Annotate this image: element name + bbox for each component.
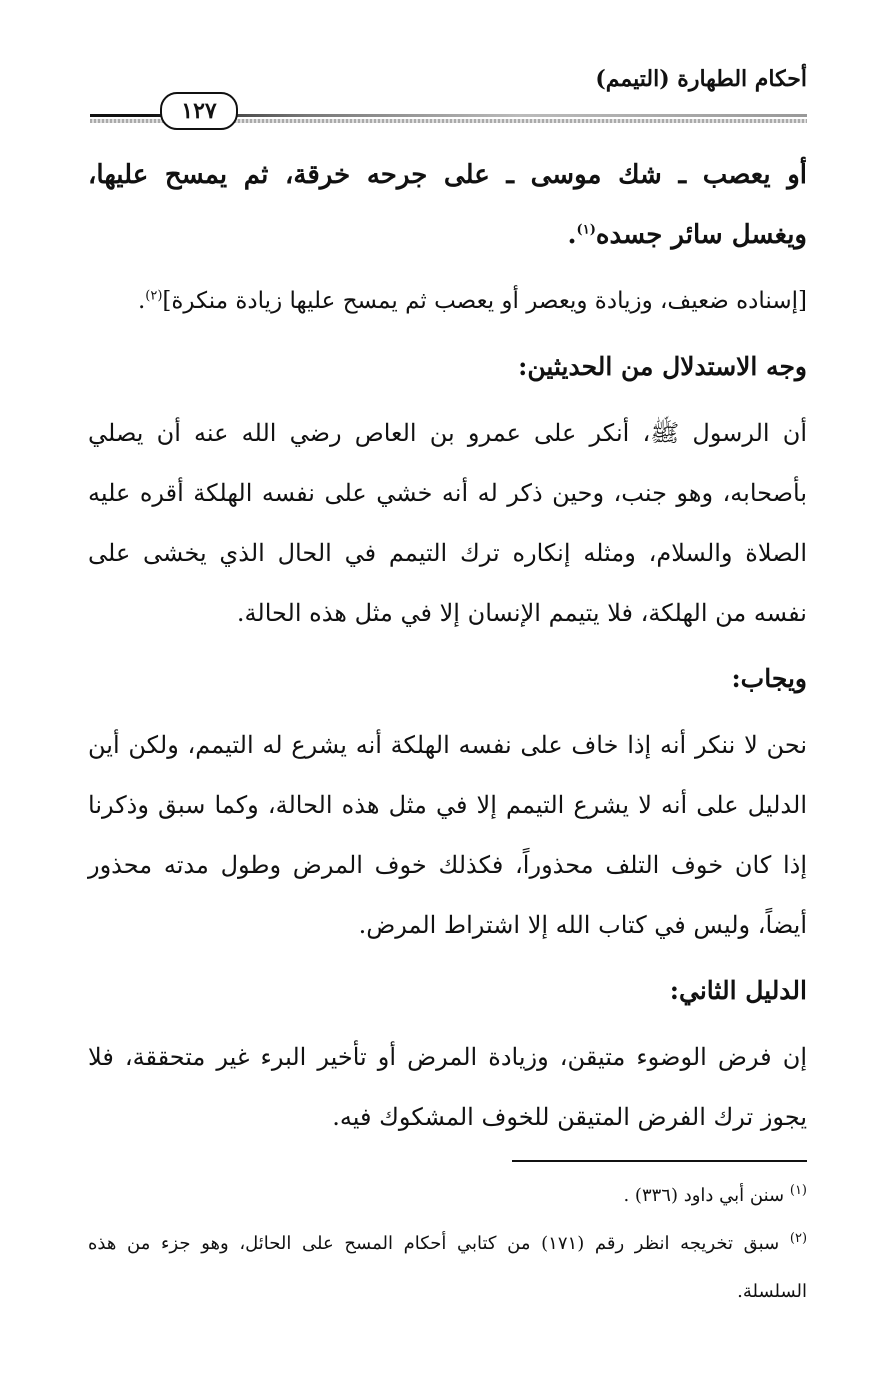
footnote-1 bbox=[88, 1172, 807, 1220]
footnote-ref-1[interactable]: (١) bbox=[576, 222, 596, 238]
hadith-paragraph: أو يعصب ـ شك موسى ـ على جرحه خرقة، ثم يمسح عليها، ويغسل سائر جسده$^{(١)}$. bbox=[88, 160, 807, 250]
grade-text: [إسناده ضعيف، وزيادة ويعصر أو يعصب ثم يمسح عليها زيادة منكرة] bbox=[162, 288, 807, 314]
hadith-text: أو يعصب ـ شك موسى ـ على جرحه خرقة، ثم يمسح عليها، ويغسل سائر جسده bbox=[88, 160, 807, 250]
paragraph-evidence: أن الرسول ﷺ، أنكر على عمرو بن العاص رضي الله عنه أن يصلي بأصحابه، وهو جنب، وحين ذكر له أنه خشي على نفسه الهلكة أقره عليه الصلاة والسلام، ومثله إنكاره ترك التيمم في الحال الذي يخشى على نفسه من الهلكة، فلا يتيمم الإنسان إلا في مثل هذه الحالة. bbox=[88, 419, 807, 627]
paragraph-second-proof: إن فرض الوضوء متيقن، وزيادة المرض أو تأخير البرء غير متحققة، فلا يجوز ترك الفرض المتيقن للخوف المشكوك فيه. bbox=[88, 1043, 807, 1131]
footnote-text-2: سبق تخريجه انظر رقم (١٧١) من كتابي أحكام المسح على الحائل، وهو جزء من هذه السلسلة. bbox=[88, 1233, 807, 1302]
section-heading-second-proof: الدليل الثاني: bbox=[669, 976, 807, 1005]
footnote-text-1: سنن أبي داود (٣٣٦) . bbox=[623, 1185, 785, 1206]
page-number: ١٢٧ bbox=[160, 92, 238, 130]
running-header-title: أحكام الطهارة (التيمم) bbox=[595, 66, 807, 92]
section-heading-response: ويجاب: bbox=[731, 664, 807, 693]
footnote-separator bbox=[512, 1160, 807, 1162]
footnote-marker-1: (١) bbox=[789, 1183, 807, 1198]
section-heading-evidence: وجه الاستدلال من الحديثين: bbox=[518, 352, 807, 381]
grade-paragraph: [إسناده ضعيف، وزيادة ويعصر أو يعصب ثم يمسح عليها زيادة منكرة]$^{(٢)}$. bbox=[137, 288, 807, 314]
footnotes bbox=[88, 1172, 807, 1316]
footnote-ref-2[interactable]: (٢) bbox=[145, 288, 163, 304]
paragraph-response: نحن لا ننكر أنه إذا خاف على نفسه الهلكة أنه يشرع له التيمم، ولكن أين الدليل على أنه لا يشرع التيمم إلا في مثل هذه الحالة، وكما سبق وذكرنا إذا كان خوف التلف محذوراً، فكذلك خوف المرض وطول مدته محذور أيضاً، وليس في كتاب الله إلا اشتراط المرض. bbox=[88, 731, 807, 939]
main-text bbox=[88, 145, 807, 1153]
footnote-marker-2: (٢) bbox=[789, 1231, 808, 1246]
footnote-2 bbox=[88, 1220, 807, 1316]
